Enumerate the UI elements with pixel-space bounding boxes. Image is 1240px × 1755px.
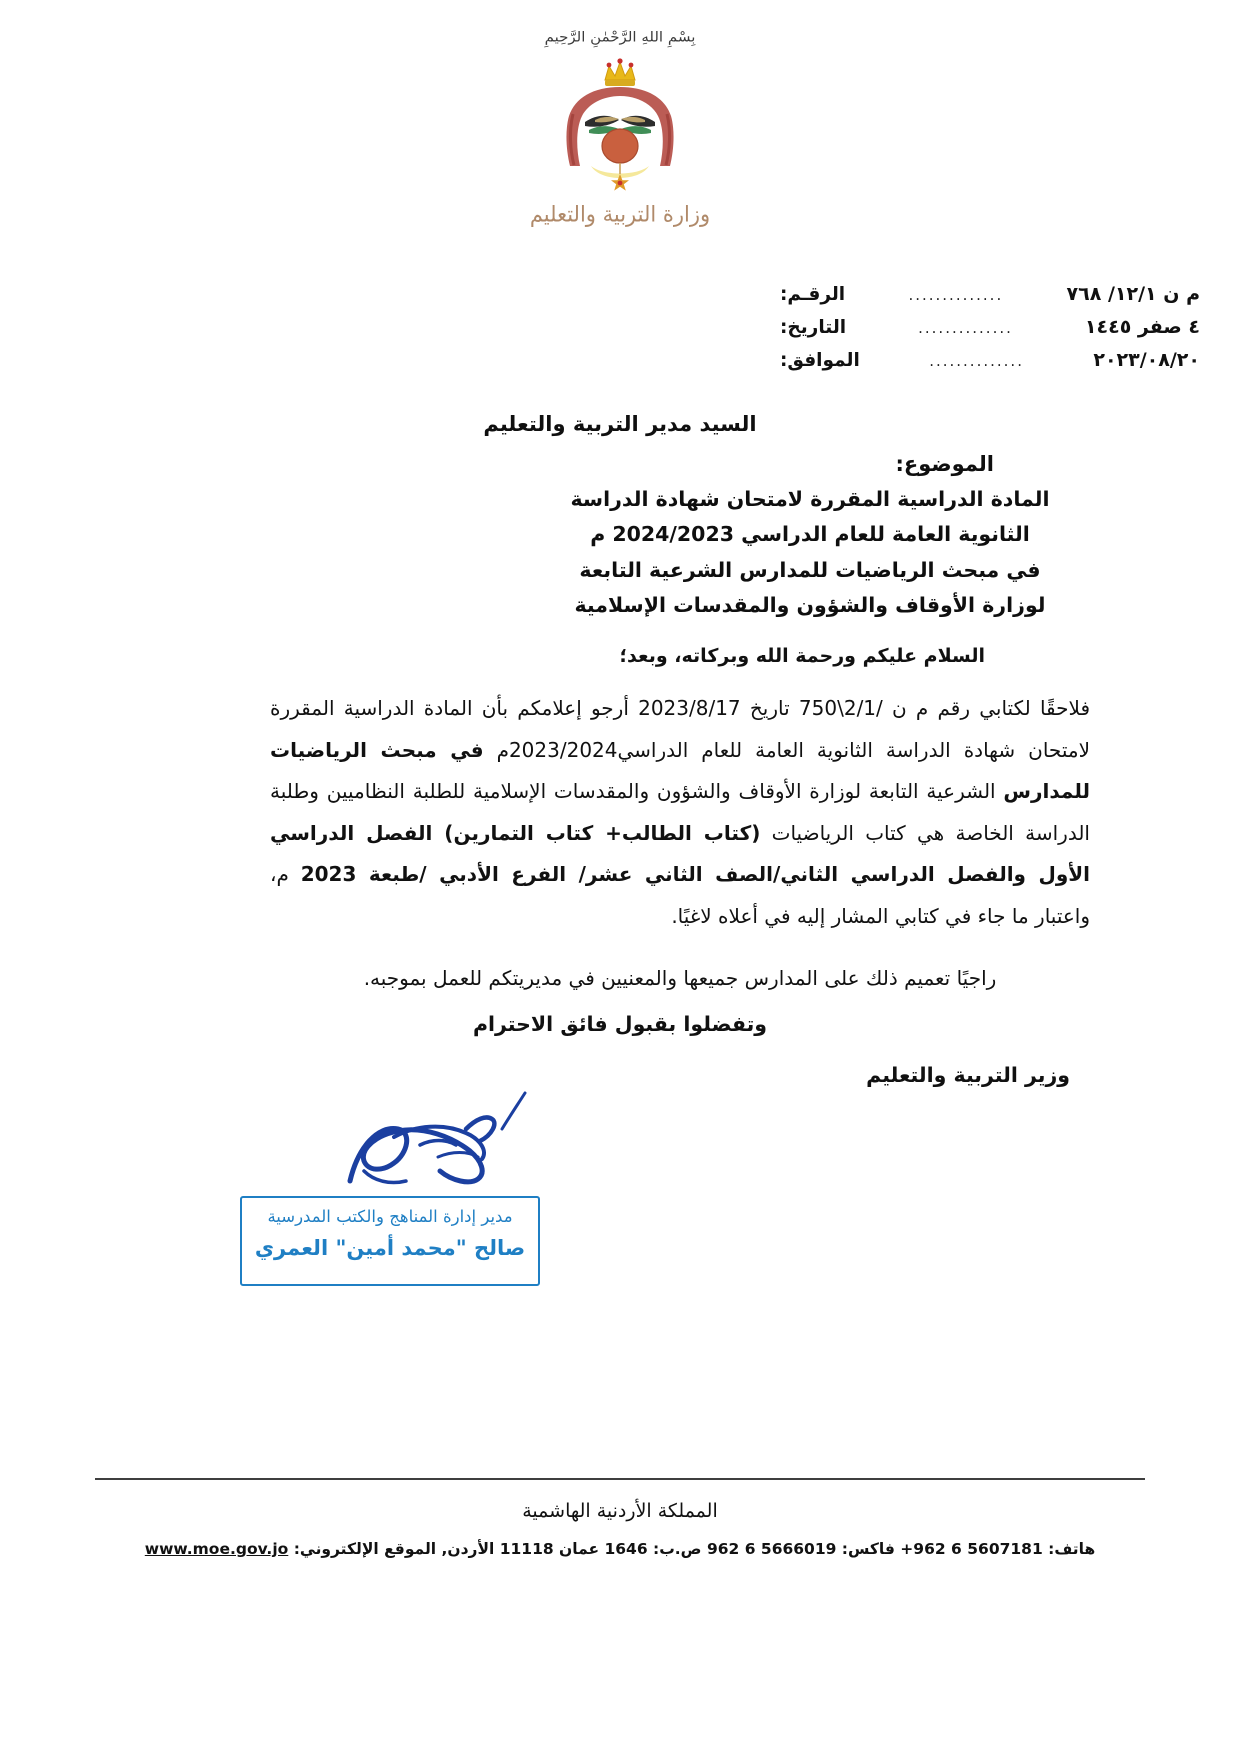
body-text-a: فلاحقًا لكتابي رقم م ن /2/1\750 تاريخ 2023/8/17 أرجو إعلامكم بأن المادة الدراسية المقررة لامتحان شهادة الدراسة الثانوية العامة للعام الدراسي2023/2024م <box>270 696 1091 762</box>
body-line-group <box>270 688 1090 938</box>
basmala-text: بِسْمِ اللهِ الرَّحْمٰنِ الرَّحِيمِ <box>544 28 696 46</box>
subject-line: لوزارة الأوقاف والشؤون والمقدسات الإسلامية <box>574 592 1046 617</box>
addressee-line: السيد مدير التربية والتعليم <box>483 412 757 436</box>
subject-block <box>530 452 1090 623</box>
footer-website-link[interactable]: www.moe.gov.jo <box>144 1540 289 1558</box>
subject-lines <box>530 482 1090 623</box>
stamp-title: مدير إدارة المناهج والكتب المدرسية <box>267 1207 513 1226</box>
hijri-date-label: التاريخ: <box>780 316 847 338</box>
reference-block <box>780 278 1200 376</box>
signatory-title: وزير التربية والتعليم <box>866 1063 1070 1087</box>
reference-number-label: الرقـم: <box>780 284 846 305</box>
jordan-coat-of-arms-icon <box>535 50 705 200</box>
dot-leader: .............. <box>929 351 1024 370</box>
reference-number-value: م ن ١٢/١/ ٧٦٨ <box>1066 283 1200 305</box>
dot-leader: .............. <box>908 286 1004 304</box>
approval-stamp <box>240 1196 540 1286</box>
closing-request: راجيًا تعميم ذلك على المدارس جميعها والمعنيين في مديريتكم للعمل بموجبه. <box>363 966 997 990</box>
body-text-c: الشرعية التابعة لوزارة الأوقاف والشؤون والمقدسات الإسلامية للطلبة النظاميين وطلبة الدراسة الخاصة هي كتاب الرياضيات <box>270 779 1090 845</box>
body-text-e: م، واعتبار ما جاء في كتابي المشار إليه في أعلاه لاغيًا. <box>270 862 1090 928</box>
ministry-name: وزارة التربية والتعليم <box>529 201 711 227</box>
dot-leader: .............. <box>918 318 1013 337</box>
salutation: السلام عليكم ورحمة الله وبركاته، وبعد؛ <box>619 645 985 667</box>
stamp-name: صالح "محمد أمين" العمري <box>254 1236 526 1260</box>
subject-line: في مبحث الرياضيات للمدارس الشرعية التابعة <box>579 557 1041 582</box>
letterhead <box>0 28 1240 226</box>
gregorian-date-value: ٢٠٢٣/٠٨/٢٠ <box>1093 348 1200 371</box>
footer-divider <box>95 1478 1145 1480</box>
subject-line: الثانوية العامة للعام الدراسي 2024/2023 م <box>590 522 1030 547</box>
hijri-date-row <box>780 311 1200 344</box>
subject-line: المادة الدراسية المقررة لامتحان شهادة الدراسة <box>570 487 1050 511</box>
body-text-d: (كتاب الطالب+ كتاب التمارين) الفصل الدراسي الأول والفصل الدراسي الثاني/الصف الثاني عشر/ الفرع الأدبي /طبعة 2023 <box>270 820 1090 887</box>
footer-kingdom: المملكة الأردنية الهاشمية <box>522 1500 718 1522</box>
gregorian-date-row <box>780 344 1200 377</box>
footer-contact <box>0 1540 1240 1558</box>
gregorian-date-label: الموافق: <box>780 349 860 371</box>
closing-regards: وتفضلوا بقبول فائق الاحترام <box>472 1012 768 1036</box>
reference-number-row <box>780 278 1200 311</box>
footer-contact-text: هاتف: 5607181 6 962+ فاكس: 5666019 6 962 ص.ب: 1646 عمان 11118 الأردن, الموقع الإلكتروني: <box>293 1540 1096 1558</box>
hijri-date-value: ٤ صفر ١٤٤٥ <box>1084 315 1200 338</box>
subject-label: الموضوع: <box>895 452 994 476</box>
body-text-b: في مبحث الرياضيات للمدارس <box>270 737 1090 804</box>
body-paragraph <box>270 688 1090 940</box>
